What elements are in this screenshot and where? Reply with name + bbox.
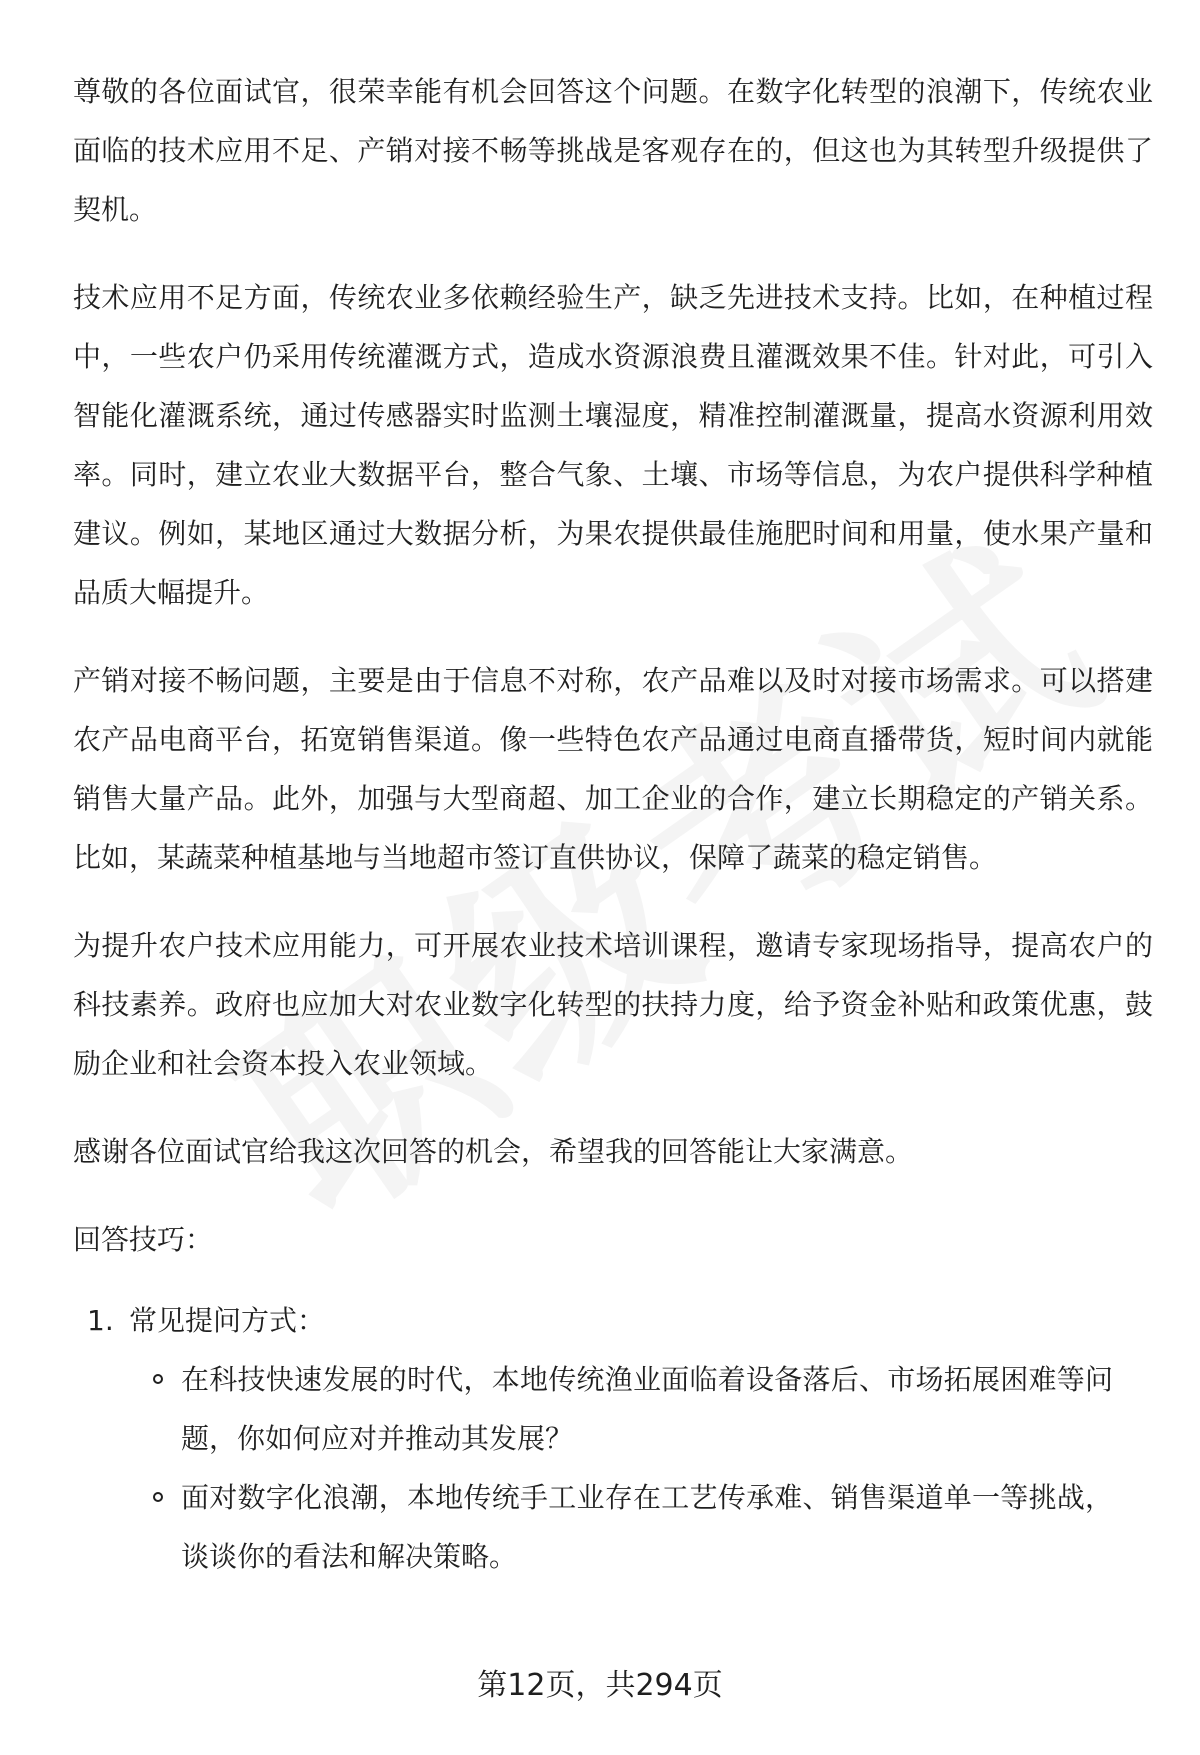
paragraph-training: 为提升农户技术应用能力，可开展农业技术培训课程，邀请专家现场指导，提高农户的科技素养。政府也应加大对农业数字化转型的扶持力度，给予资金补贴和政策优惠，鼓励企业和社会资本投入农业领域。 (73, 929, 1153, 1080)
list-item-title: 常见提问方式： (129, 1304, 326, 1337)
document-body (73, 62, 1153, 1586)
page-number-footer: 第12页，共294页 (477, 1668, 723, 1703)
list-item (73, 1468, 1153, 1586)
question-list (73, 1350, 1153, 1586)
hollow-circle-bullet-icon (153, 1492, 163, 1502)
hollow-circle-bullet-icon (153, 1374, 163, 1384)
list-item-text: 面对数字化浪潮，本地传统手工业存在工艺传承难、销售渠道单一等挑战，谈谈你的看法和解决策略。 (181, 1481, 1113, 1573)
paragraph-closing: 感谢各位面试官给我这次回答的机会，希望我的回答能让大家满意。 (73, 1135, 914, 1168)
paragraph-intro: 尊敬的各位面试官，很荣幸能有机会回答这个问题。在数字化转型的浪潮下，传统农业面临的技术应用不足、产销对接不畅等挑战是客观存在的，但这也为其转型升级提供了契机。 (73, 75, 1153, 226)
list-item (73, 1350, 1153, 1468)
list-item-text: 在科技快速发展的时代，本地传统渔业面临着设备落后、市场拓展困难等问题，你如何应对并推动其发展？ (181, 1363, 1113, 1455)
tips-list-item (73, 1291, 1153, 1350)
list-number: 1. (87, 1304, 114, 1337)
tips-label: 回答技巧： (73, 1223, 214, 1256)
paragraph-technology: 技术应用不足方面，传统农业多依赖经验生产，缺乏先进技术支持。比如，在种植过程中，一些农户仍采用传统灌溉方式，造成水资源浪费且灌溉效果不佳。针对此，可引入智能化灌溉系统，通过传感器实时监测土壤湿度，精准控制灌溉量，提高水资源利用效率。同时，建立农业大数据平台，整合气象、土壤、市场等信息，为农户提供科学种植建议。例如，某地区通过大数据分析，为果农提供最佳施肥时间和用量，使水果产量和品质大幅提升。 (73, 281, 1153, 609)
paragraph-marketing: 产销对接不畅问题，主要是由于信息不对称，农产品难以及时对接市场需求。可以搭建农产品电商平台，拓宽销售渠道。像一些特色农产品通过电商直播带货，短时间内就能销售大量产品。此外，加强与大型商超、加工企业的合作，建立长期稳定的产销关系。比如，某蔬菜种植基地与当地超市签订直供协议，保障了蔬菜的稳定销售。 (73, 664, 1153, 874)
